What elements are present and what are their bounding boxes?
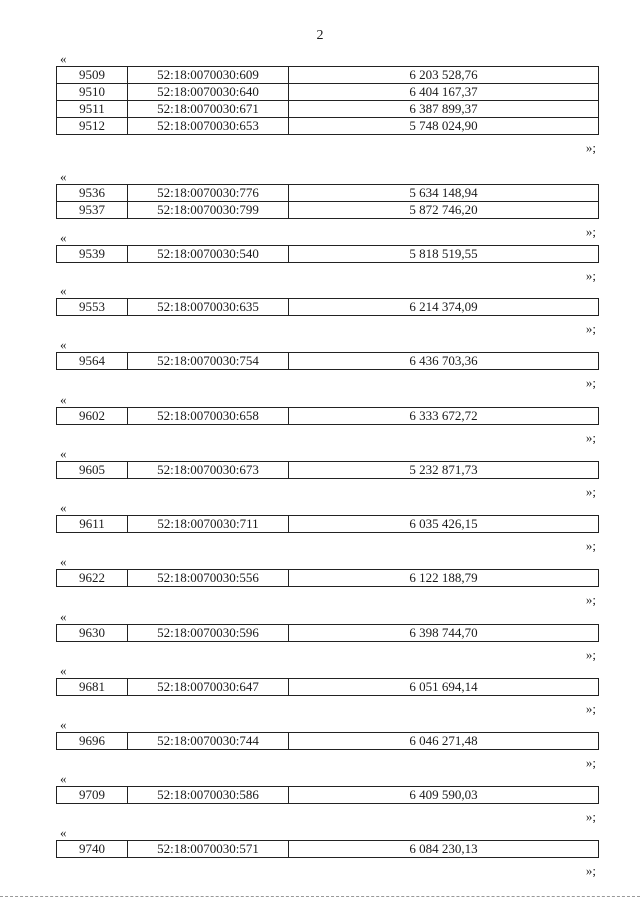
table-row [57,570,599,587]
table-row [57,679,599,696]
cadastral-table [56,66,599,135]
amendment-block [56,446,600,499]
closing-quote: »; [585,268,596,283]
cadastral-number-cell: 52:18:0070030:571 [128,841,289,858]
amendment-block [56,554,600,607]
table-row [57,67,599,84]
table-row [57,202,599,219]
row-number-cell: 9564 [57,353,128,370]
row-number-cell: 9537 [57,202,128,219]
cadastral-table [56,732,599,750]
amendment-block [56,51,600,155]
opening-quote: « [60,446,67,461]
cadastral-number-cell: 52:18:0070030:711 [128,516,289,533]
row-number-cell: 9605 [57,462,128,479]
cadastral-number-cell: 52:18:0070030:744 [128,733,289,750]
value-cell: 6 084 230,13 [289,841,599,858]
cadastral-table [56,245,599,263]
row-number-cell: 9709 [57,787,128,804]
closing-quote: »; [585,809,596,824]
amendment-block [56,169,600,239]
value-cell: 6 122 188,79 [289,570,599,587]
row-number-cell: 9611 [57,516,128,533]
table-row [57,841,599,858]
cadastral-number-cell: 52:18:0070030:540 [128,246,289,263]
value-cell: 6 046 271,48 [289,733,599,750]
table-row [57,462,599,479]
amendment-block [56,283,600,336]
cadastral-table [56,352,599,370]
amendment-block [56,392,600,445]
opening-quote: « [60,392,67,407]
opening-quote: « [60,230,67,245]
cadastral-table [56,624,599,642]
cadastral-number-cell: 52:18:0070030:647 [128,679,289,696]
row-number-cell: 9602 [57,408,128,425]
table-row [57,408,599,425]
table-row [57,185,599,202]
cadastral-table [56,786,599,804]
cadastral-table [56,184,599,219]
cadastral-number-cell: 52:18:0070030:673 [128,462,289,479]
opening-quote: « [60,283,67,298]
cadastral-table [56,678,599,696]
cadastral-number-cell: 52:18:0070030:596 [128,625,289,642]
opening-quote: « [60,169,67,184]
row-number-cell: 9509 [57,67,128,84]
value-cell: 6 051 694,14 [289,679,599,696]
bottom-rule [0,896,640,897]
opening-quote: « [60,51,67,66]
opening-quote: « [60,771,67,786]
row-number-cell: 9510 [57,84,128,101]
amendment-block [56,717,600,770]
table-row [57,516,599,533]
cadastral-number-cell: 52:18:0070030:609 [128,67,289,84]
closing-quote: »; [585,430,596,445]
row-number-cell: 9622 [57,570,128,587]
value-cell: 6 409 590,03 [289,787,599,804]
table-row [57,101,599,118]
table-row [57,246,599,263]
cadastral-number-cell: 52:18:0070030:754 [128,353,289,370]
closing-quote: »; [585,538,596,553]
value-cell: 5 872 746,20 [289,202,599,219]
opening-quote: « [60,500,67,515]
closing-quote: »; [585,375,596,390]
cadastral-table [56,569,599,587]
cadastral-number-cell: 52:18:0070030:653 [128,118,289,135]
value-cell: 5 634 148,94 [289,185,599,202]
row-number-cell: 9539 [57,246,128,263]
closing-quote: »; [585,224,596,239]
cadastral-table [56,461,599,479]
value-cell: 5 232 871,73 [289,462,599,479]
row-number-cell: 9630 [57,625,128,642]
amendment-block [56,771,600,824]
value-cell: 6 404 167,37 [289,84,599,101]
cadastral-number-cell: 52:18:0070030:658 [128,408,289,425]
row-number-cell: 9553 [57,299,128,316]
cadastral-number-cell: 52:18:0070030:635 [128,299,289,316]
row-number-cell: 9681 [57,679,128,696]
cadastral-number-cell: 52:18:0070030:776 [128,185,289,202]
closing-quote: »; [585,701,596,716]
value-cell: 6 398 744,70 [289,625,599,642]
cadastral-number-cell: 52:18:0070030:556 [128,570,289,587]
closing-quote: »; [585,484,596,499]
opening-quote: « [60,609,67,624]
cadastral-number-cell: 52:18:0070030:640 [128,84,289,101]
page-number: 2 [316,28,324,43]
closing-quote: »; [585,140,596,155]
value-cell: 5 818 519,55 [289,246,599,263]
cadastral-table [56,515,599,533]
value-cell: 6 203 528,76 [289,67,599,84]
closing-quote: »; [585,321,596,336]
table-row [57,733,599,750]
opening-quote: « [60,825,67,840]
row-number-cell: 9536 [57,185,128,202]
amendment-block [56,663,600,716]
closing-quote: »; [585,755,596,770]
table-row [57,299,599,316]
amendment-block [56,230,600,283]
closing-quote: »; [585,592,596,607]
amendment-block [56,337,600,390]
table-row [57,118,599,135]
row-number-cell: 9512 [57,118,128,135]
value-cell: 6 387 899,37 [289,101,599,118]
value-cell: 6 214 374,09 [289,299,599,316]
opening-quote: « [60,717,67,732]
opening-quote: « [60,554,67,569]
value-cell: 6 436 703,36 [289,353,599,370]
cadastral-table [56,407,599,425]
cadastral-number-cell: 52:18:0070030:586 [128,787,289,804]
amendment-block [56,609,600,662]
amendment-block [56,825,600,878]
value-cell: 5 748 024,90 [289,118,599,135]
opening-quote: « [60,663,67,678]
cadastral-table [56,298,599,316]
value-cell: 6 333 672,72 [289,408,599,425]
cadastral-number-cell: 52:18:0070030:799 [128,202,289,219]
closing-quote: »; [585,863,596,878]
row-number-cell: 9740 [57,841,128,858]
cadastral-number-cell: 52:18:0070030:671 [128,101,289,118]
opening-quote: « [60,337,67,352]
table-row [57,84,599,101]
value-cell: 6 035 426,15 [289,516,599,533]
table-row [57,787,599,804]
table-row [57,625,599,642]
closing-quote: »; [585,647,596,662]
cadastral-table [56,840,599,858]
row-number-cell: 9696 [57,733,128,750]
amendment-block [56,500,600,553]
table-row [57,353,599,370]
row-number-cell: 9511 [57,101,128,118]
